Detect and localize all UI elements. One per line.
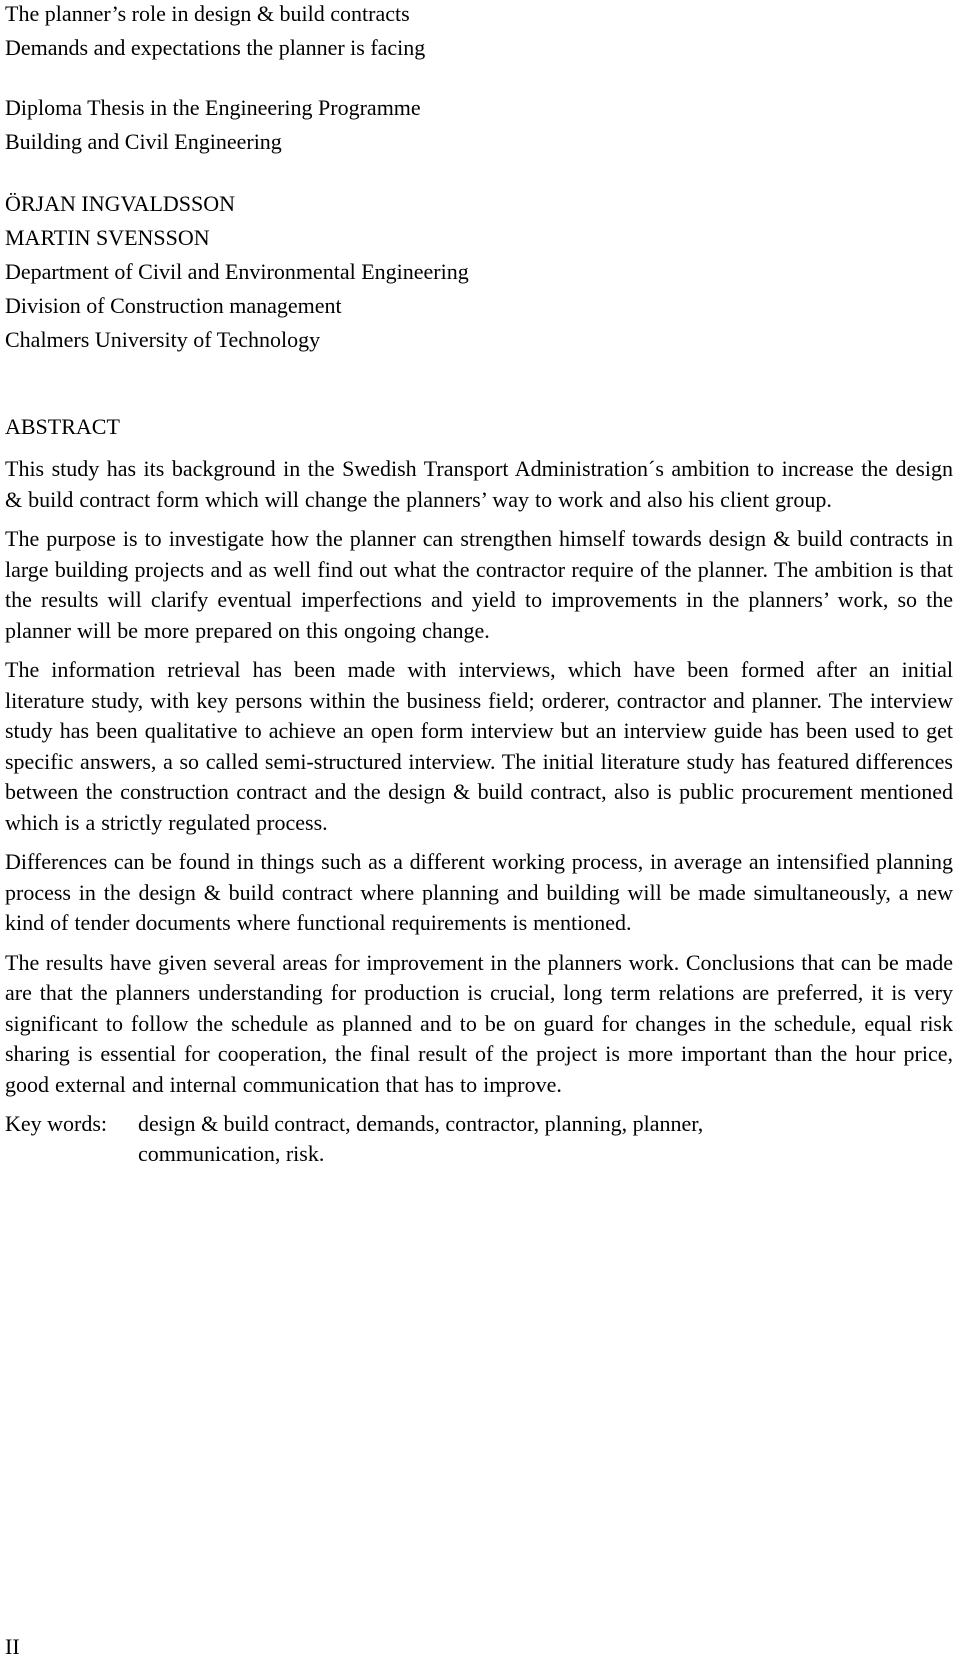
abstract-body — [5, 454, 953, 1169]
keywords-section — [5, 1109, 953, 1169]
abstract-paragraph: The results have given several areas for improvement in the planners work. Conclusions that can be made are that the planners understanding for production is crucial, long term relations are preferred, it is very significant to follow the schedule as planned and to be on guard for changes in the schedule, equal risk sharing is essential for cooperation, the final result of the project is more important than the hour price, good external and internal communication that has to improve. — [5, 949, 953, 1097]
author-name: MARTIN SVENSSON — [5, 225, 210, 250]
thesis-type: Diploma Thesis in the Engineering Programme — [5, 95, 421, 120]
abstract-paragraph: This study has its background in the Swedish Transport Administration´s ambition to increase the design & build contract form which will change the planners’ way to work and also his client group. — [5, 456, 953, 512]
programme-name: Building and Civil Engineering — [5, 129, 282, 154]
abstract-heading: ABSTRACT — [5, 414, 120, 439]
author-name: ÖRJAN INGVALDSSON — [5, 191, 236, 216]
keywords-list: design & build contract, demands, contractor, planning, planner, communication, risk. — [138, 1111, 704, 1166]
page-number: II — [5, 1634, 20, 1659]
title-block — [5, 0, 953, 65]
authors-block — [5, 187, 953, 357]
thesis-subtitle: Demands and expectations the planner is facing — [5, 35, 426, 60]
abstract-paragraph: The purpose is to investigate how the planner can strengthen himself towards design & build contracts in large building projects and as well find out what the contractor require of the planner. The ambition is that the results will clarify eventual imperfections and yield to improvements in the planners’ work, so the planner will be more prepared on this ongoing change. — [5, 526, 953, 643]
abstract-paragraph: Differences can be found in things such as a different working process, in average an intensified planning process in the design & build contract where planning and building will be made simultaneously, a new kind of tender documents where functional requirements is mentioned. — [5, 849, 953, 935]
division-name: Division of Construction management — [5, 293, 342, 318]
thesis-info-block — [5, 91, 953, 159]
department-name: Department of Civil and Environmental Engineering — [5, 259, 469, 284]
university-name: Chalmers University of Technology — [5, 327, 321, 352]
keywords-label: Key words: — [5, 1111, 108, 1136]
abstract-paragraph: The information retrieval has been made with interviews, which have been formed after an initial literature study, with key persons within the business field; orderer, contractor and planner. The interview study has been qualitative to achieve an open form interview but an interview guide has been used to get specific answers, a so called semi-structured interview. The initial literature study has featured differences between the construction contract and the design & build contract, also is public procurement mentioned which is a strictly regulated process. — [5, 657, 953, 835]
thesis-title: The planner’s role in design & build contracts — [5, 1, 410, 26]
